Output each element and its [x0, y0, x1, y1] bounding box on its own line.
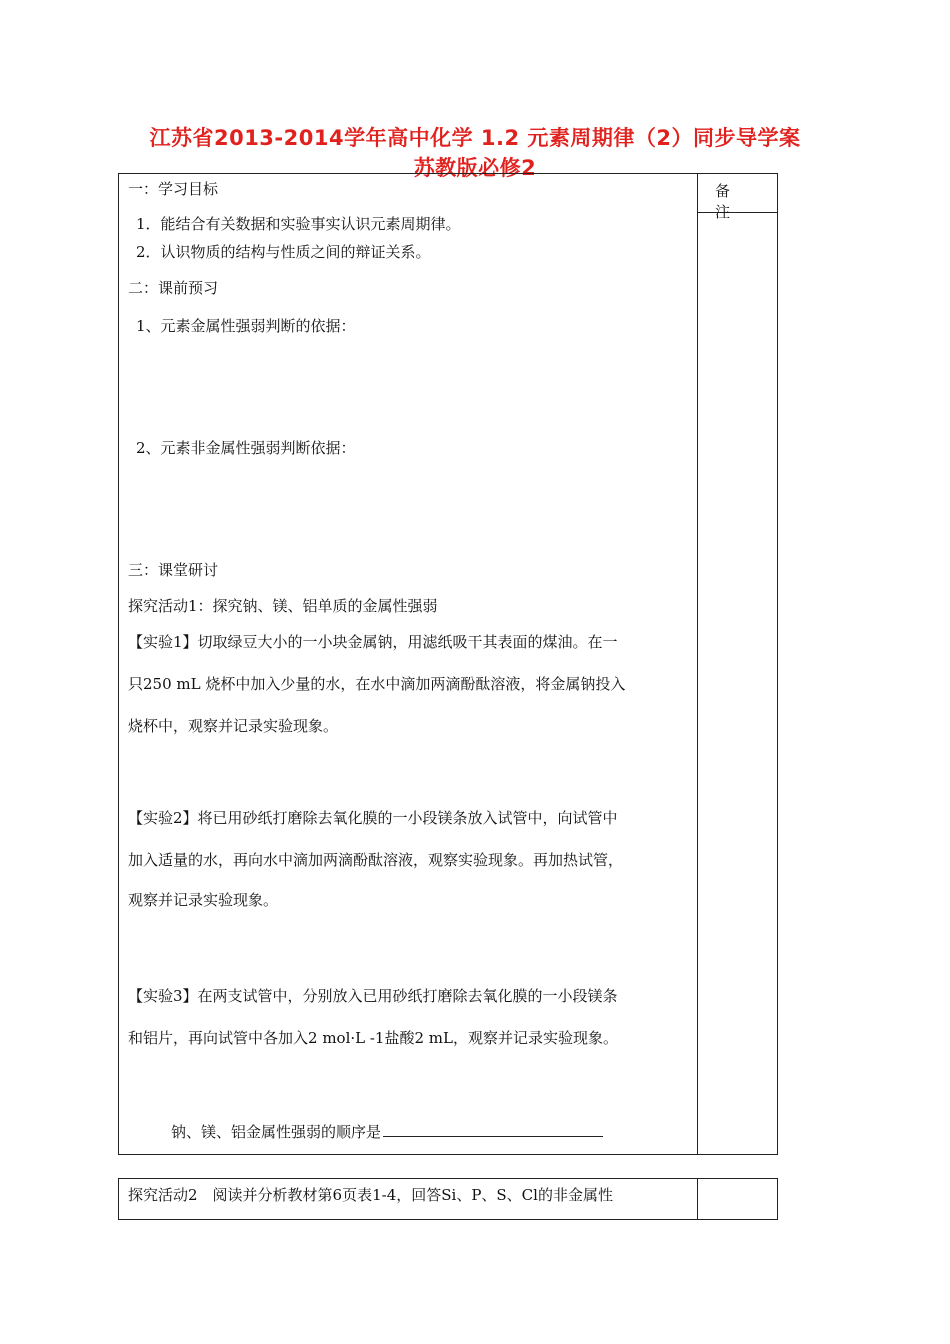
section-heading-objectives: 一：学习目标 [128, 180, 219, 198]
experiment-text: 观察并记录实验现象。 [128, 891, 279, 909]
section-heading-preview: 二：课前预习 [128, 279, 219, 297]
experiment-text: 【实验2】将已用砂纸打磨除去氧化膜的一小段镁条放入试管中，向试管中 [128, 809, 618, 827]
objective-item: 2．认识物质的结构与性质之间的辩证关系。 [136, 243, 431, 261]
section-heading-class: 三：课堂研讨 [128, 561, 219, 579]
experiment-text: 烧杯中，观察并记录实验现象。 [128, 717, 339, 735]
fill-in-question [171, 1122, 603, 1142]
document-title: 江苏省2013-2014学年高中化学 1.2 元素周期律（2）同步导学案 [149, 126, 801, 150]
remark-column-header: 备注 [715, 182, 749, 221]
column-divider [697, 174, 698, 1154]
experiment-text: 【实验1】切取绿豆大小的一小块金属钠，用滤纸吸干其表面的煤油。在一 [128, 633, 618, 651]
column-divider [697, 1179, 698, 1219]
preview-question: 1、元素金属性强弱判断的依据： [136, 317, 356, 335]
preview-question: 2、元素非金属性强弱判断依据： [136, 439, 356, 457]
document-subtitle: 苏教版必修2 [413, 156, 537, 180]
experiment-text: 【实验3】在两支试管中，分别放入已用砂纸打磨除去氧化膜的一小段镁条 [128, 987, 618, 1005]
experiment-text: 只250 mL 烧杯中加入少量的水，在水中滴加两滴酚酞溶液，将金属钠投入 [128, 675, 626, 693]
fill-in-label: 钠、镁、铝金属性强弱的顺序是 [171, 1123, 382, 1141]
activity-table [118, 1178, 778, 1220]
activity-heading: 探究活动2 阅读并分析教材第6页表1-4，回答Si、P、S、Cl的非金属性 [128, 1186, 613, 1204]
experiment-text: 和铝片，再向试管中各加入2 mol·L -1盐酸2 mL，观察并记录实验现象。 [128, 1029, 618, 1047]
activity-heading: 探究活动1：探究钠、镁、铝单质的金属性强弱 [128, 597, 438, 615]
answer-blank[interactable] [383, 1122, 603, 1137]
objective-item: 1．能结合有关数据和实验事实认识元素周期律。 [136, 215, 461, 233]
experiment-text: 加入适量的水，再向水中滴加两滴酚酞溶液，观察实验现象。再加热试管， [128, 851, 624, 869]
study-table [118, 173, 778, 1155]
